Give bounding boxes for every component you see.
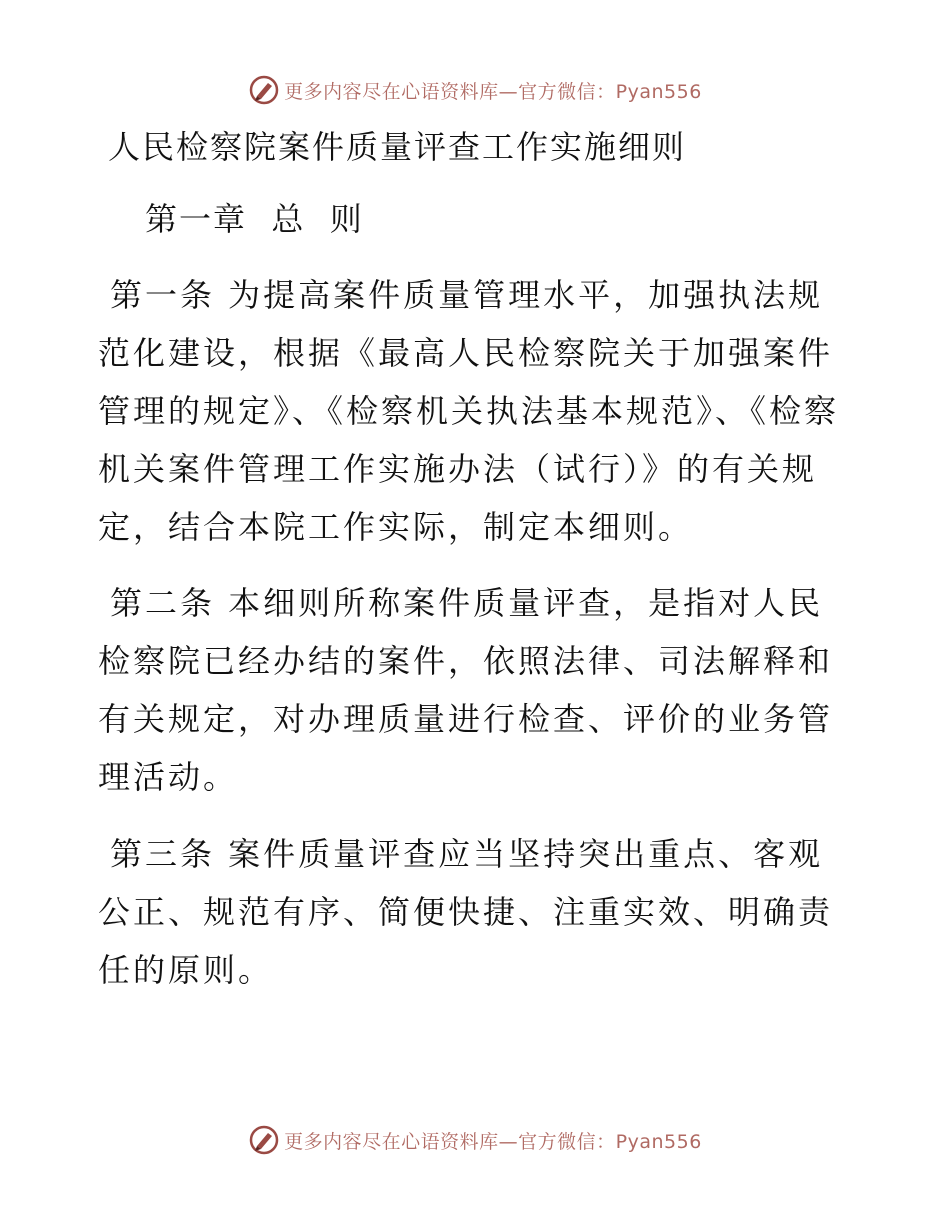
chapter-heading: 第一章 总 则 [145,200,364,238]
watermark-text: 更多内容尽在心语资料库—官方微信：Pyan556 [284,1130,702,1153]
article-1: 第一条 为提高案件质量管理水平，加强执法规范化建设，根据《最高人民检察院关于加强案件管理的规定》、《检察机关执法基本规范》、《检察机关案件管理工作实施办法（试行）》的有关规定，结合本院工作实际，制定本细则。 [98,276,840,546]
article-2: 第二条 本细则所称案件质量评查，是指对人民检察院已经办结的案件，依照法律、司法解释和有关规定，对办理质量进行检查、评价的业务管理活动。 [98,584,834,796]
pen-logo-icon [248,1124,280,1156]
pen-logo-icon [248,74,280,106]
watermark-text: 更多内容尽在心语资料库—官方微信：Pyan556 [284,80,702,103]
watermark-banner-top [0,70,950,110]
article-3: 第三条 案件质量评查应当坚持突出重点、客观公正、规范有序、简便快捷、注重实效、明确责任的原则。 [98,835,834,989]
document-title: 人民检察院案件质量评查工作实施细则 [108,128,687,166]
watermark-banner-bottom [0,1120,950,1160]
